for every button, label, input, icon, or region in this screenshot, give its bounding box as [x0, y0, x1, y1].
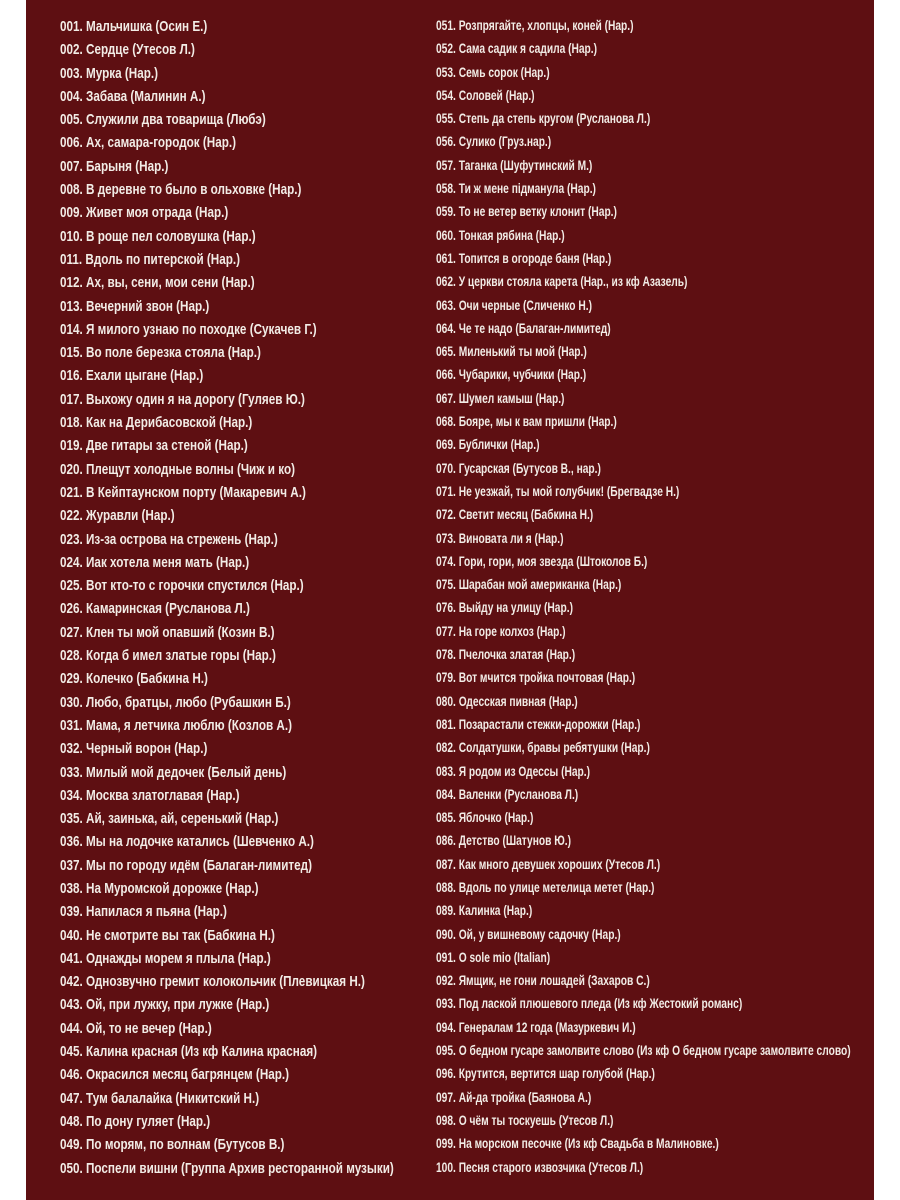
track-item: 059. То не ветер ветку клонит (Нар.): [436, 204, 617, 221]
track-item: 068. Бояре, мы к вам пришли (Нар.): [436, 414, 617, 431]
track-item: 030. Любо, братцы, любо (Рубашкин Б.): [60, 693, 291, 711]
track-item: 064. Че те надо (Балаган-лимитед): [436, 320, 611, 337]
track-item: 089. Калинка (Нар.): [436, 903, 533, 920]
track-item: 078. Пчелочка златая (Нар.): [436, 647, 576, 664]
track-item: 052. Сама садик я садила (Нар.): [436, 41, 598, 58]
track-item: 048. По дону гуляет (Нар.): [60, 1112, 211, 1130]
track-item: 001. Мальчишка (Осин Е.): [60, 18, 208, 35]
track-item: 013. Вечерний звон (Нар.): [60, 297, 210, 315]
track-item: 011. Вдоль по питерской (Нар.): [60, 250, 241, 268]
track-item: 026. Камаринская (Русланова Л.): [60, 600, 250, 618]
track-item: 061. Топится в огороде баня (Нар.): [436, 250, 612, 267]
track-item: 041. Однажды морем я плыла (Нар.): [60, 949, 271, 967]
track-item: 006. Ах, самара-городок (Нар.): [60, 134, 237, 152]
track-item: 079. Вот мчится тройка почтовая (Нар.): [436, 670, 636, 687]
track-item: 053. Семь сорок (Нар.): [436, 64, 550, 81]
track-item: 060. Тонкая рябина (Нар.): [436, 227, 565, 244]
track-item: 031. Мама, я летчика люблю (Козлов А.): [60, 716, 293, 734]
track-item: 036. Мы на лодочке катались (Шевченко А.): [60, 833, 314, 851]
track-item: 034. Москва златоглавая (Нар.): [60, 786, 240, 804]
track-item: 007. Барыня (Нар.): [60, 157, 169, 175]
track-item: 055. Степь да степь кругом (Русланова Л.): [436, 111, 651, 128]
track-item: 097. Ай-да тройка (Баянова А.): [436, 1089, 592, 1106]
track-item: 049. По морям, по волнам (Бутусов В.): [60, 1136, 285, 1154]
track-item: 039. Напилася я пьяна (Нар.): [60, 903, 227, 921]
track-item: 094. Генералам 12 года (Мазуркевич И.): [436, 1019, 636, 1036]
track-item: 045. Калина красная (Из кф Калина красная): [60, 1043, 318, 1061]
track-item: 042. Однозвучно гремит колокольчик (Плевицкая Н.): [60, 973, 365, 991]
track-item: 014. Я милого узнаю по походке (Сукачев Г.): [60, 320, 317, 338]
track-item: 086. Детство (Шатунов Ю.): [436, 833, 572, 850]
track-item: 040. Не смотрите вы так (Бабкина Н.): [60, 926, 275, 944]
track-item: 083. Я родом из Одессы (Нар.): [436, 763, 591, 780]
track-item: 046. Окрасился месяц багрянцем (Нар.): [60, 1066, 290, 1084]
track-item: 010. В роще пел соловушка (Нар.): [60, 227, 256, 245]
track-item: 087. Как много девушек хороших (Утесов Л.): [436, 856, 661, 873]
track-item: 076. Выйду на улицу (Нар.): [436, 600, 573, 617]
track-item: 002. Сердце (Утесов Л.): [60, 41, 195, 59]
track-item: 066. Чубарики, чубчики (Нар.): [436, 367, 587, 384]
track-item: 047. Тум балалайка (Никитский Н.): [60, 1089, 260, 1107]
track-item: 027. Клен ты мой опавший (Козин В.): [60, 623, 275, 641]
track-item: 025. Вот кто-то с горочки спустился (Нар.): [60, 577, 304, 595]
track-item: 062. У церкви стояла карета (Нар., из кф Азазель): [436, 274, 688, 291]
track-item: 032. Черный ворон (Нар.): [60, 740, 208, 758]
track-item: 075. Шарабан мой американка (Нар.): [436, 577, 622, 594]
track-item: 004. Забава (Малинин А.): [60, 87, 206, 105]
track-item: 037. Мы по городу идём (Балаган-лимитед): [60, 856, 312, 874]
track-item: 021. В Кейптаунском порту (Макаревич А.): [60, 483, 306, 501]
tracklist-right-column: [436, 15, 872, 1180]
track-item: 093. Под лаской плюшевого пледа (Из кф Жестокий романс): [436, 996, 743, 1013]
track-item: 044. Ой, то не вечер (Нар.): [60, 1019, 212, 1037]
track-item: 080. Одесская пивная (Нар.): [436, 693, 578, 710]
track-item: 051. Розпрягайте, хлопцы, коней (Нар.): [436, 18, 634, 34]
track-item: 067. Шумел камыш (Нар.): [436, 390, 565, 407]
track-item: 065. Миленький ты мой (Нар.): [436, 344, 587, 361]
track-item: 081. Позарастали стежки-дорожки (Нар.): [436, 716, 641, 733]
track-item: 035. Ай, заинька, ай, серенький (Нар.): [60, 810, 279, 828]
track-item: 058. Ти ж мене пiдманула (Нар.): [436, 181, 596, 198]
track-item: 017. Выхожу один я на дорогу (Гуляев Ю.): [60, 390, 305, 408]
track-item: 084. Валенки (Русланова Л.): [436, 786, 579, 803]
track-item: 071. Не уезжай, ты мой голубчик! (Брегвадзе Н.): [436, 483, 680, 500]
tracklist-left-column: [60, 15, 438, 1180]
track-item: 022. Журавли (Нар.): [60, 507, 175, 525]
track-item: 056. Сулико (Груз.нар.): [436, 134, 552, 151]
track-item: 012. Ах, вы, сени, мои сени (Нар.): [60, 274, 255, 292]
track-item: 043. Ой, при лужку, при лужке (Нар.): [60, 996, 270, 1014]
track-item: 085. Яблочко (Нар.): [436, 810, 534, 827]
track-item: 003. Мурка (Нар.): [60, 64, 159, 82]
track-item: 063. Очи черные (Сличенко Н.): [436, 297, 592, 314]
track-item: 098. О чём ты тоскуешь (Утесов Л.): [436, 1112, 614, 1129]
track-item: 096. Крутится, вертится шар голубой (Нар.): [436, 1066, 655, 1083]
track-item: 018. Как на Дерибасовской (Нар.): [60, 414, 253, 432]
track-item: 019. Две гитары за стеной (Нар.): [60, 437, 248, 455]
track-item: 100. Песня старого извозчика (Утесов Л.): [436, 1159, 644, 1176]
tracklist-page: [26, 0, 874, 1200]
track-item: 008. В деревне то было в ольховке (Нар.): [60, 181, 302, 199]
track-item: 023. Из-за острова на стрежень (Нар.): [60, 530, 278, 548]
track-item: 028. Когда б имел златые горы (Нар.): [60, 647, 276, 665]
track-item: 029. Колечко (Бабкина Н.): [60, 670, 208, 688]
track-item: 020. Плещут холодные волны (Чиж и ко): [60, 460, 295, 478]
track-item: 054. Соловей (Нар.): [436, 87, 535, 104]
track-item: 015. Во поле березка стояла (Нар.): [60, 344, 261, 362]
track-item: 082. Солдатушки, бравы ребятушки (Нар.): [436, 740, 650, 757]
track-item: 050. Поспели вишни (Группа Архив ресторанной музыки): [60, 1159, 394, 1177]
track-item: 090. Ой, у вишневому садочку (Нар.): [436, 926, 621, 943]
track-item: 038. На Муромской дорожке (Нар.): [60, 879, 259, 897]
track-item: 069. Бублички (Нар.): [436, 437, 540, 454]
track-item: 033. Милый мой дедочек (Белый день): [60, 763, 287, 781]
track-item: 092. Ямщик, не гони лошадей (Захаров С.): [436, 973, 650, 990]
track-item: 057. Таганка (Шуфутинский М.): [436, 157, 593, 174]
track-item: 005. Служили два товарища (Любэ): [60, 111, 266, 129]
track-item: 009. Живет моя отрада (Нар.): [60, 204, 229, 222]
track-item: 070. Гусарская (Бутусов В., нар.): [436, 460, 601, 477]
track-item: 074. Гори, гори, моя звезда (Штоколов Б.): [436, 553, 648, 570]
track-item: 099. На морском песочке (Из кф Свадьба в Малиновке.): [436, 1136, 719, 1153]
track-item: 088. Вдоль по улице метелица метет (Нар.): [436, 879, 655, 896]
track-item: 072. Светит месяц (Бабкина Н.): [436, 507, 594, 524]
track-item: 095. О бедном гусаре замолвите слово (Из кф О бедном гусаре замолвите слово): [436, 1043, 851, 1060]
track-item: 016. Ехали цыгане (Нар.): [60, 367, 204, 385]
track-item: 073. Виновата ли я (Нар.): [436, 530, 564, 547]
track-item: 091. O sole mio (Italian): [436, 949, 551, 966]
track-item: 024. Иак хотела меня мать (Нар.): [60, 553, 250, 571]
track-item: 077. На горе колхоз (Нар.): [436, 623, 566, 640]
